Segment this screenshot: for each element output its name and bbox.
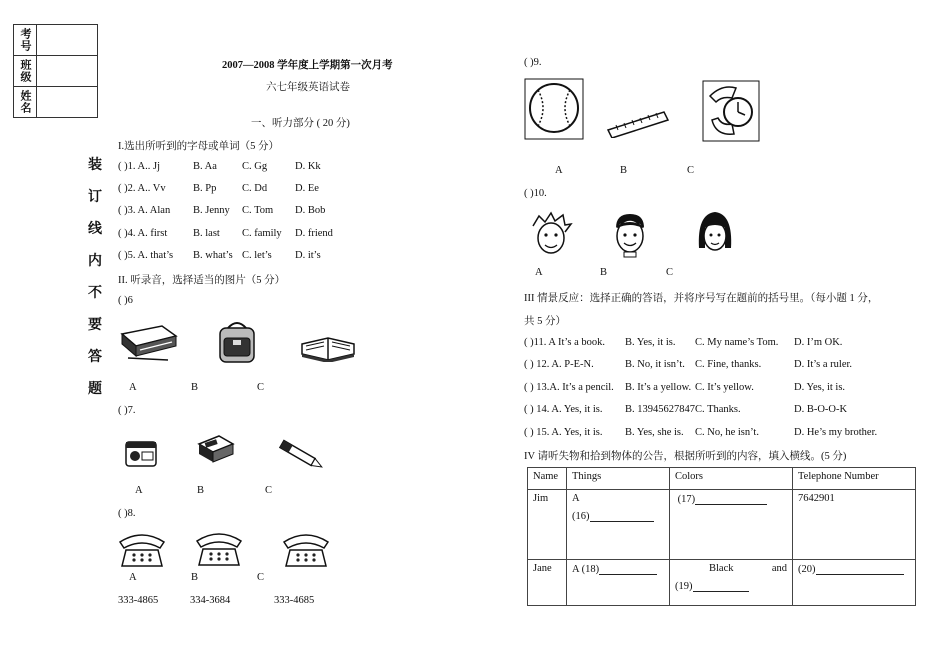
answer-option-d[interactable]: D. friend xyxy=(295,228,333,239)
q9-option-c: C xyxy=(687,165,695,176)
eraser-icon[interactable] xyxy=(195,432,237,466)
col-header-things: Things xyxy=(567,468,670,490)
name-field[interactable] xyxy=(37,87,97,117)
telephone-icon[interactable] xyxy=(280,530,332,570)
answer-option-c[interactable]: C. My name’s Tom. xyxy=(695,337,779,348)
pen-icon[interactable] xyxy=(275,438,327,472)
answer-option-b[interactable]: B. Aa xyxy=(193,161,217,172)
q9-option-a: A xyxy=(555,165,563,176)
col-header-telephone: Telephone Number xyxy=(793,468,916,490)
section-1-heading: I.选出所听到的字母或单词（5 分） xyxy=(118,141,279,152)
class-label: 班级 xyxy=(14,56,37,86)
exam-number-field[interactable] xyxy=(37,25,97,55)
question-stem: ( ) 12. A. P-E-N. xyxy=(524,359,594,370)
phone-number-c: 333-4685 xyxy=(274,595,315,606)
q9-label: ( )9. xyxy=(524,57,542,68)
answer-option-b[interactable]: B. 13945627847 xyxy=(625,404,696,415)
phone-number-a: 333-4865 xyxy=(118,595,159,606)
row-jim-name: Jim xyxy=(528,490,567,560)
answer-option-d[interactable]: D. it’s xyxy=(295,250,321,261)
exam-title: 2007—2008 学年度上学期第一次月考 xyxy=(222,60,393,71)
row-jim-things xyxy=(567,490,670,560)
answer-option-d[interactable]: D. Yes, it is. xyxy=(794,382,846,393)
blank-16-label: (16) xyxy=(572,511,590,522)
answer-option-c[interactable]: C. family xyxy=(242,228,282,239)
answer-option-b[interactable]: B. Pp xyxy=(193,183,217,194)
telephone-icon[interactable] xyxy=(193,529,245,569)
answer-option-b[interactable]: B. what’s xyxy=(193,250,233,261)
row-jane-colors xyxy=(670,560,793,606)
answer-option-d[interactable]: D. B-O-O-K xyxy=(794,404,848,415)
row-jim-phone: 7642901 xyxy=(793,490,916,560)
table-row xyxy=(528,560,916,606)
pencil-sharpener-icon[interactable] xyxy=(122,436,160,470)
section-3-heading: III 情景反应：选择正确的答语，并将序号写在题前的括号里。（每小题 1 分， xyxy=(524,293,879,304)
blank-17-input[interactable] xyxy=(695,493,767,505)
blank-18-label: A (18) xyxy=(572,564,600,575)
things-option-a: A xyxy=(572,493,580,504)
table-header-row xyxy=(528,468,916,490)
binding-char: 题 xyxy=(88,382,102,397)
q6-option-c: C xyxy=(257,382,265,393)
answer-option-c[interactable]: C. Dd xyxy=(242,183,268,194)
answer-option-b[interactable]: B. It’s a yellow. xyxy=(625,382,692,393)
q8-option-c: C xyxy=(257,572,265,583)
answer-option-c[interactable]: C. Fine, thanks. xyxy=(695,359,762,370)
answer-option-b[interactable]: B. No, it isn’t. xyxy=(625,359,685,370)
blank-20-input[interactable] xyxy=(816,563,904,575)
telephone-icon[interactable] xyxy=(116,530,168,570)
color-black: Black xyxy=(709,563,734,574)
question-stem: ( )5. A. that’s xyxy=(118,250,174,261)
blank-18-input[interactable] xyxy=(599,563,657,575)
q8-label: ( )8. xyxy=(118,508,136,519)
q7-option-b: B xyxy=(197,485,205,496)
question-stem: ( ) 13.A. It’s a pencil. xyxy=(524,382,614,393)
answer-option-c[interactable]: C. No, he isn’t. xyxy=(695,427,759,438)
q10-label: ( )10. xyxy=(524,188,547,199)
binding-char: 要 xyxy=(88,318,102,333)
book-icon[interactable] xyxy=(300,330,356,362)
answer-option-d[interactable]: D. Kk xyxy=(295,161,321,172)
row-jane-phone xyxy=(793,560,916,606)
q6-option-b: B xyxy=(191,382,199,393)
section-4-heading: IV 请听失物和拾到物体的公告，根据所听到的内容，填入横线。(5 分) xyxy=(524,451,847,462)
answer-option-b[interactable]: B. Yes, she is. xyxy=(625,427,684,438)
lost-and-found-table xyxy=(527,467,916,606)
answer-option-c[interactable]: C. Thanks. xyxy=(695,404,741,415)
answer-option-b[interactable]: B. Yes, it is. xyxy=(625,337,676,348)
answer-option-d[interactable]: D. Bob xyxy=(295,205,326,216)
question-stem: ( )4. A. first xyxy=(118,228,168,239)
student-info-box xyxy=(13,24,98,118)
answer-option-c[interactable]: C. Gg xyxy=(242,161,268,172)
pencil-case-icon[interactable] xyxy=(118,320,180,362)
watch-icon[interactable] xyxy=(702,80,760,142)
q6-option-a: A xyxy=(129,382,137,393)
binding-char: 装 xyxy=(88,158,102,173)
name-label: 姓名 xyxy=(14,87,37,117)
question-stem: ( )2. A.. Vv xyxy=(118,183,166,194)
exam-number-label: 考号 xyxy=(14,25,37,55)
q7-option-a: A xyxy=(135,485,143,496)
boy-face-icon[interactable] xyxy=(527,210,573,258)
binding-char: 不 xyxy=(88,286,102,301)
binding-char: 内 xyxy=(88,254,102,269)
answer-option-d[interactable]: D. Ee xyxy=(295,183,319,194)
exam-subtitle: 六七年级英语试卷 xyxy=(266,82,350,93)
col-header-name: Name xyxy=(528,468,567,490)
q10-option-c: C xyxy=(666,267,674,278)
row-jane-things xyxy=(567,560,670,606)
answer-option-c[interactable]: C. Tom xyxy=(242,205,274,216)
class-field[interactable] xyxy=(37,56,97,86)
q10-option-b: B xyxy=(600,267,608,278)
q10-option-a: A xyxy=(535,267,543,278)
blank-19-input[interactable] xyxy=(693,580,749,592)
blank-20-label: (20) xyxy=(798,564,816,575)
question-stem: ( )3. A. Alan xyxy=(118,205,171,216)
question-stem: ( )11. A It’s a book. xyxy=(524,337,605,348)
question-stem: ( ) 14. A. Yes, it is. xyxy=(524,404,603,415)
answer-option-b[interactable]: B. last xyxy=(193,228,220,239)
blank-17-label: (17) xyxy=(677,494,696,505)
part-one-heading: 一、听力部分 ( 20 分) xyxy=(251,118,350,129)
phone-number-b: 334-3684 xyxy=(190,595,231,606)
boy-face-icon[interactable] xyxy=(610,210,650,258)
blank-19-label: (19) xyxy=(675,581,693,592)
answer-option-c[interactable]: C. let’s xyxy=(242,250,272,261)
color-and: and xyxy=(771,563,787,574)
question-stem: ( )1. A.. Jj xyxy=(118,161,160,172)
question-stem: ( ) 15. A. Yes, it is. xyxy=(524,427,603,438)
binding-char: 答 xyxy=(88,350,102,365)
binding-line-warning xyxy=(88,150,102,406)
q9-option-b: B xyxy=(620,165,628,176)
answer-option-d[interactable]: D. He’s my brother. xyxy=(794,427,878,438)
section-3-heading-cont: 共 5 分） xyxy=(524,316,566,327)
answer-option-c[interactable]: C. It’s yellow. xyxy=(695,382,754,393)
section-2-heading: II. 听录音，选择适当的图片（5 分） xyxy=(118,275,286,286)
q7-label: ( )7. xyxy=(118,405,136,416)
binding-char: 线 xyxy=(88,222,102,237)
binding-char: 订 xyxy=(88,190,102,205)
q8-option-a: A xyxy=(129,572,137,583)
schoolbag-icon[interactable] xyxy=(212,318,262,366)
q7-option-c: C xyxy=(265,485,273,496)
answer-option-b[interactable]: B. Jenny xyxy=(193,205,230,216)
q6-label: ( )6 xyxy=(118,295,133,306)
ruler-icon[interactable] xyxy=(606,108,670,138)
row-jane-name: Jane xyxy=(528,560,567,606)
baseball-icon[interactable] xyxy=(524,78,584,140)
answer-option-d[interactable]: D. I’m OK. xyxy=(794,337,843,348)
answer-option-d[interactable]: D. It’s a ruler. xyxy=(794,359,853,370)
girl-face-icon[interactable] xyxy=(695,208,735,258)
table-row xyxy=(528,490,916,560)
col-header-colors: Colors xyxy=(670,468,793,490)
row-jim-colors xyxy=(670,490,793,560)
blank-16-input[interactable] xyxy=(590,510,654,522)
q8-option-b: B xyxy=(191,572,199,583)
